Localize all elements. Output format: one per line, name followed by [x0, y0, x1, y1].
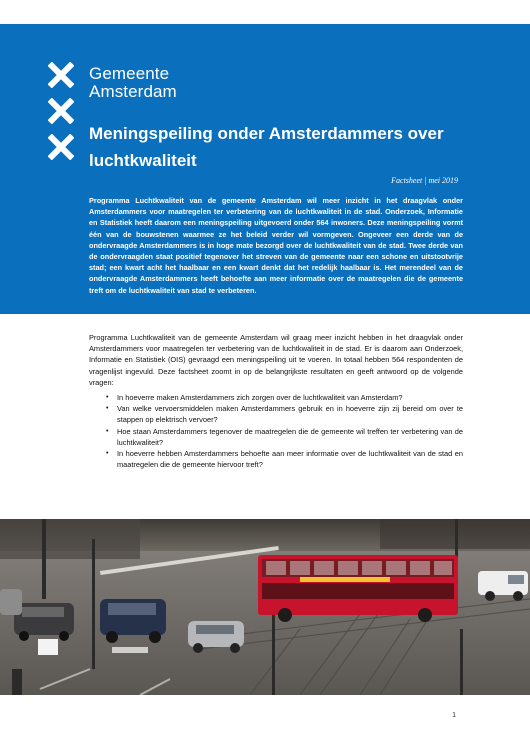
blue-header: [0, 24, 530, 314]
doc-date: mei 2019: [428, 176, 458, 185]
bullet-icon: •: [106, 427, 109, 435]
bullet-icon: •: [106, 450, 109, 458]
meta-separator: |: [424, 176, 427, 185]
doc-meta: [391, 176, 458, 185]
intro-summary: Programma Luchtkwaliteit van de gemeente Amsterdam wil meer inzicht in het draagvlak onder Amsterdammers voor maatregelen ter verbetering van de luchtkwaliteit in de stad. Onderzoek, Informatie en Statistiek heeft daarom een meningspeiling uitgevoerd onder 564 inwoners. Deze meningspeiling vormt één van de bouwstenen waarmee ze het beleid verder wil vormgeven. Ongeveer een derde van de ondervraagde Amsterdammers is in hoge mate bezorgd over de luchtkwaliteit van de stad. Twee derde van de ondervraagden staat positief tegenover het streven van de gemeente naar een schone en uitstootvrije stad; een kwart acht het haalbaar en een kwart denkt dat het redelijk haalbaar is. Het merendeel van de ondervraagde Amsterdammers heeft behoefte aan meer informatie over de maatregelen die de gemeente treft om de luchtkwaliteit van stad te verbeteren.: [89, 196, 463, 295]
question-text: Hoe staan Amsterdammers tegenover de maatregelen die de gemeente wil treffen ter verbetering van de luchtkwaliteit?: [117, 426, 463, 447]
amsterdam-crosses-logo: [48, 62, 76, 170]
question-text: Van welke vervoersmiddelen maken Amsterdammers gebruik en in hoeverre zijn zij bereid om over te stappen op elektrisch vervoer?: [117, 404, 463, 425]
document-title: Meningspeiling onder Amsterdammers over luchtkwaliteit: [89, 124, 444, 170]
question-text: In hoeverre maken Amsterdammers zich zorgen over de luchtkwaliteit van Amsterdam?: [117, 393, 403, 402]
list-item: [89, 426, 463, 448]
body-paragraph: Programma Luchtkwaliteit van de gemeente Amsterdam wil graag meer inzicht hebben in het draagvlak onder Amsterdammers voor maatregelen ter verbetering van de luchtkwaliteit in de stad. Er is daarom aan Onderzoek, Informatie en Statistiek (OIS) gevraagd een meningspeiling uit te voeren. In totaal hebben 564 respondenten de vragenlijst ingevuld. Deze factsheet zoomt in op de belangrijkste resultaten en geeft antwoord op de volgende vragen:: [89, 333, 463, 387]
bullet-icon: •: [106, 405, 109, 413]
traffic-scene-image: [0, 519, 530, 695]
page-number: 1: [452, 712, 456, 719]
cross-icon: [48, 134, 74, 160]
doc-type: Factsheet: [391, 176, 423, 185]
cross-icon: [48, 98, 74, 124]
list-item: [89, 392, 463, 403]
org-name: [89, 65, 177, 101]
research-questions-list: [89, 392, 463, 470]
list-item: [89, 448, 463, 470]
question-text: In hoeverre hebben Amsterdammers behoefte aan meer informatie over de luchtkwaliteit van de stad en maatregelen die de gemeente hiervoor treft?: [117, 449, 463, 470]
bullet-icon: •: [106, 394, 109, 401]
org-name-line1: Gemeente: [89, 64, 170, 83]
street-traffic-photo: [0, 519, 530, 695]
top-margin: [0, 0, 530, 24]
cross-icon: [48, 62, 74, 88]
list-item: [89, 403, 463, 425]
org-name-line2: Amsterdam: [89, 82, 177, 101]
